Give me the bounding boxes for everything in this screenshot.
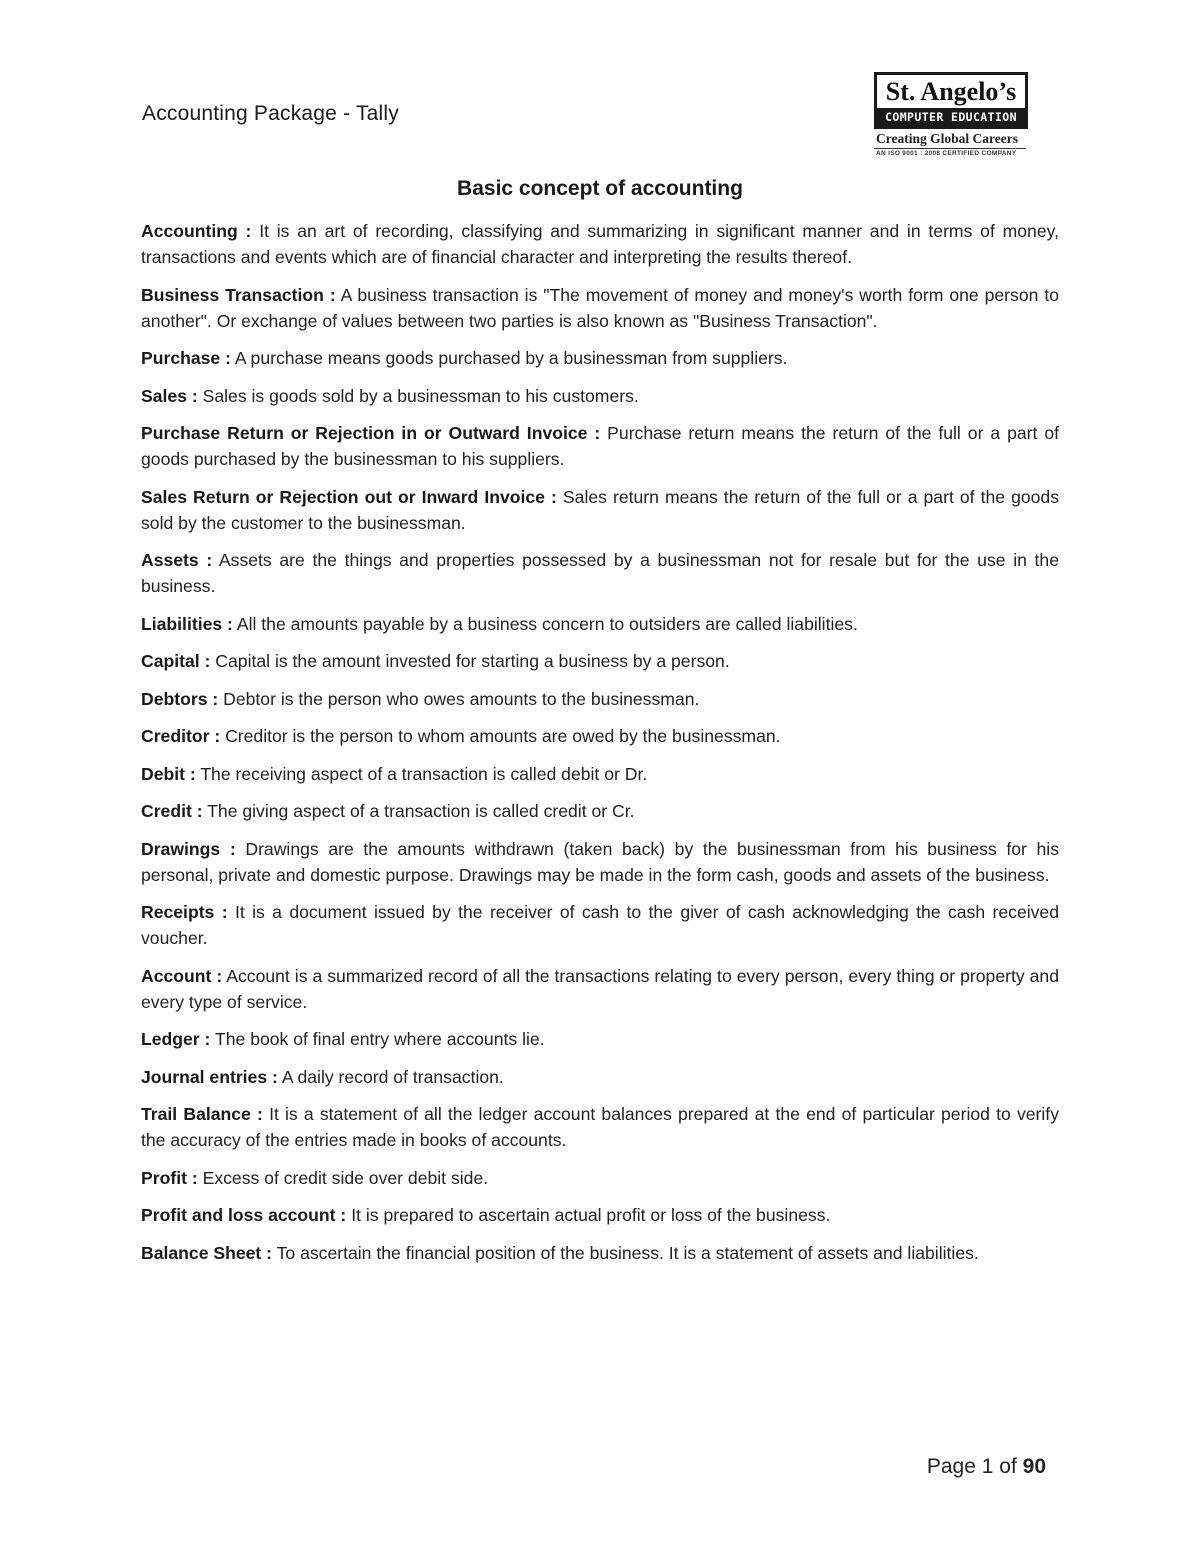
page-total: 90 — [1022, 1455, 1046, 1478]
term-label: Purchase : — [141, 348, 231, 368]
term-label: Drawings : — [141, 838, 236, 859]
term-label: Trail Balance : — [141, 1104, 263, 1124]
term-definition: All the amounts payable by a business concern to outsiders are called liabilities. — [236, 613, 858, 634]
definition-profit — [141, 1165, 1059, 1191]
term-label: Journal entries : — [141, 1066, 278, 1087]
definition-business-transaction — [141, 282, 1059, 334]
term-label: Receipts : — [141, 902, 228, 922]
definition-assets — [141, 547, 1059, 599]
term-definition: The book of final entry where accounts lie. — [214, 1029, 545, 1049]
term-definition: Sales return means the return of the full or a part of the goods sold by the customer to the businessman. — [141, 486, 1060, 533]
definition-sales — [141, 383, 1059, 409]
definition-balance-sheet — [141, 1240, 1059, 1266]
term-definition: Creditor is the person to whom amounts are owed by the businessman. — [225, 726, 781, 746]
definition-receipts — [141, 899, 1059, 951]
page-of: of — [999, 1455, 1017, 1478]
term-definition: The giving aspect of a transaction is called credit or Cr. — [207, 801, 635, 821]
term-definition: Drawings are the amounts withdrawn (taken back) by the businessman from his business for his personal, private and domestic purpose. Drawings may be made in the form cash, goods and assets of the business. — [141, 838, 1060, 885]
term-label: Debtors : — [141, 688, 219, 709]
definition-trail-balance — [141, 1101, 1059, 1153]
definition-sales-return — [141, 484, 1059, 536]
term-label: Balance Sheet : — [141, 1242, 273, 1263]
definition-creditor — [141, 723, 1059, 749]
definition-purchase — [141, 345, 1059, 371]
term-label: Debit : — [141, 763, 196, 784]
term-label: Sales : — [141, 385, 198, 406]
page-prefix: Page — [926, 1455, 976, 1478]
document-title: Basic concept of accounting — [457, 177, 743, 200]
term-definition: Excess of credit side over debit side. — [202, 1167, 489, 1188]
term-definition: Debtor is the person who owes amounts to the businessman. — [223, 688, 700, 709]
definition-capital — [141, 648, 1059, 674]
logo-certification: AN ISO 9001 : 2008 CERTIFIED COMPANY — [874, 148, 1026, 158]
definition-account — [141, 963, 1059, 1015]
term-label: Accounting : — [141, 221, 252, 241]
term-definition: It is prepared to ascertain actual profit or loss of the business. — [351, 1205, 831, 1225]
definition-debit — [141, 761, 1059, 787]
term-label: Assets : — [141, 550, 213, 570]
definition-debtors — [141, 686, 1059, 712]
definitions-list — [141, 218, 1059, 1277]
term-definition: Assets are the things and properties possessed by a businessman not for resale but for the use in the business. — [141, 550, 1059, 596]
term-label: Capital : — [141, 651, 211, 671]
term-definition: It is an art of recording, classifying and summarizing in significant manner and in terms of money, transactions and events which are of financial character and interpreting the results thereof. — [141, 221, 1059, 267]
term-definition: Sales is goods sold by a businessman to his customers. — [202, 385, 639, 406]
term-label: Profit and loss account : — [141, 1205, 347, 1225]
company-logo — [874, 72, 1034, 158]
definition-liabilities — [141, 611, 1059, 637]
term-definition: A business transaction is "The movement of money and money's worth form one person to another". Or exchange of values between two parties is also known as "Business Transaction". — [141, 284, 1059, 331]
logo-box — [874, 72, 1028, 129]
definition-drawings — [141, 836, 1059, 888]
term-definition: The receiving aspect of a transaction is called debit or Dr. — [200, 763, 648, 784]
definition-purchase-return — [141, 420, 1059, 472]
term-definition: A daily record of transaction. — [281, 1066, 504, 1087]
definition-accounting — [141, 218, 1059, 270]
term-label: Liabilities : — [141, 613, 233, 634]
term-label: Purchase Return or Rejection in or Outward Invoice : — [141, 423, 601, 443]
term-label: Profit : — [141, 1167, 198, 1188]
definition-journal-entries — [141, 1064, 1059, 1090]
definition-ledger — [141, 1026, 1059, 1052]
term-definition: Account is a summarized record of all the transactions relating to every person, every thing or property and every type of service. — [141, 965, 1059, 1012]
term-label: Account : — [141, 965, 223, 986]
header-title: Accounting Package - Tally — [142, 102, 399, 125]
term-definition: To ascertain the financial position of the business. It is a statement of assets and liabilities. — [276, 1242, 979, 1263]
term-definition: Purchase return means the return of the full or a part of goods purchased by the businessman to his suppliers. — [141, 423, 1059, 469]
page-number — [927, 1455, 1046, 1479]
term-definition: A purchase means goods purchased by a businessman from suppliers. — [234, 348, 788, 368]
logo-tagline: Creating Global Careers — [876, 131, 1018, 146]
term-definition: It is a statement of all the ledger account balances prepared at the end of particular period to verify the accuracy of the entries made in books of accounts. — [141, 1104, 1059, 1150]
term-definition: Capital is the amount invested for starting a business by a person. — [215, 651, 730, 671]
term-label: Credit : — [141, 801, 203, 821]
term-label: Business Transaction : — [141, 284, 336, 305]
definition-profit-and-loss-account — [141, 1202, 1059, 1228]
term-definition: It is a document issued by the receiver of cash to the giver of cash acknowledging the cash received voucher. — [141, 902, 1060, 948]
page-current: 1 — [981, 1455, 994, 1478]
term-label: Ledger : — [141, 1029, 211, 1049]
definition-credit — [141, 798, 1059, 824]
term-label: Creditor : — [141, 726, 221, 746]
logo-subtitle: COMPUTER EDUCATION — [877, 108, 1025, 126]
logo-name: St. Angelo’s — [885, 77, 1017, 106]
term-label: Sales Return or Rejection out or Inward Invoice : — [141, 486, 557, 507]
